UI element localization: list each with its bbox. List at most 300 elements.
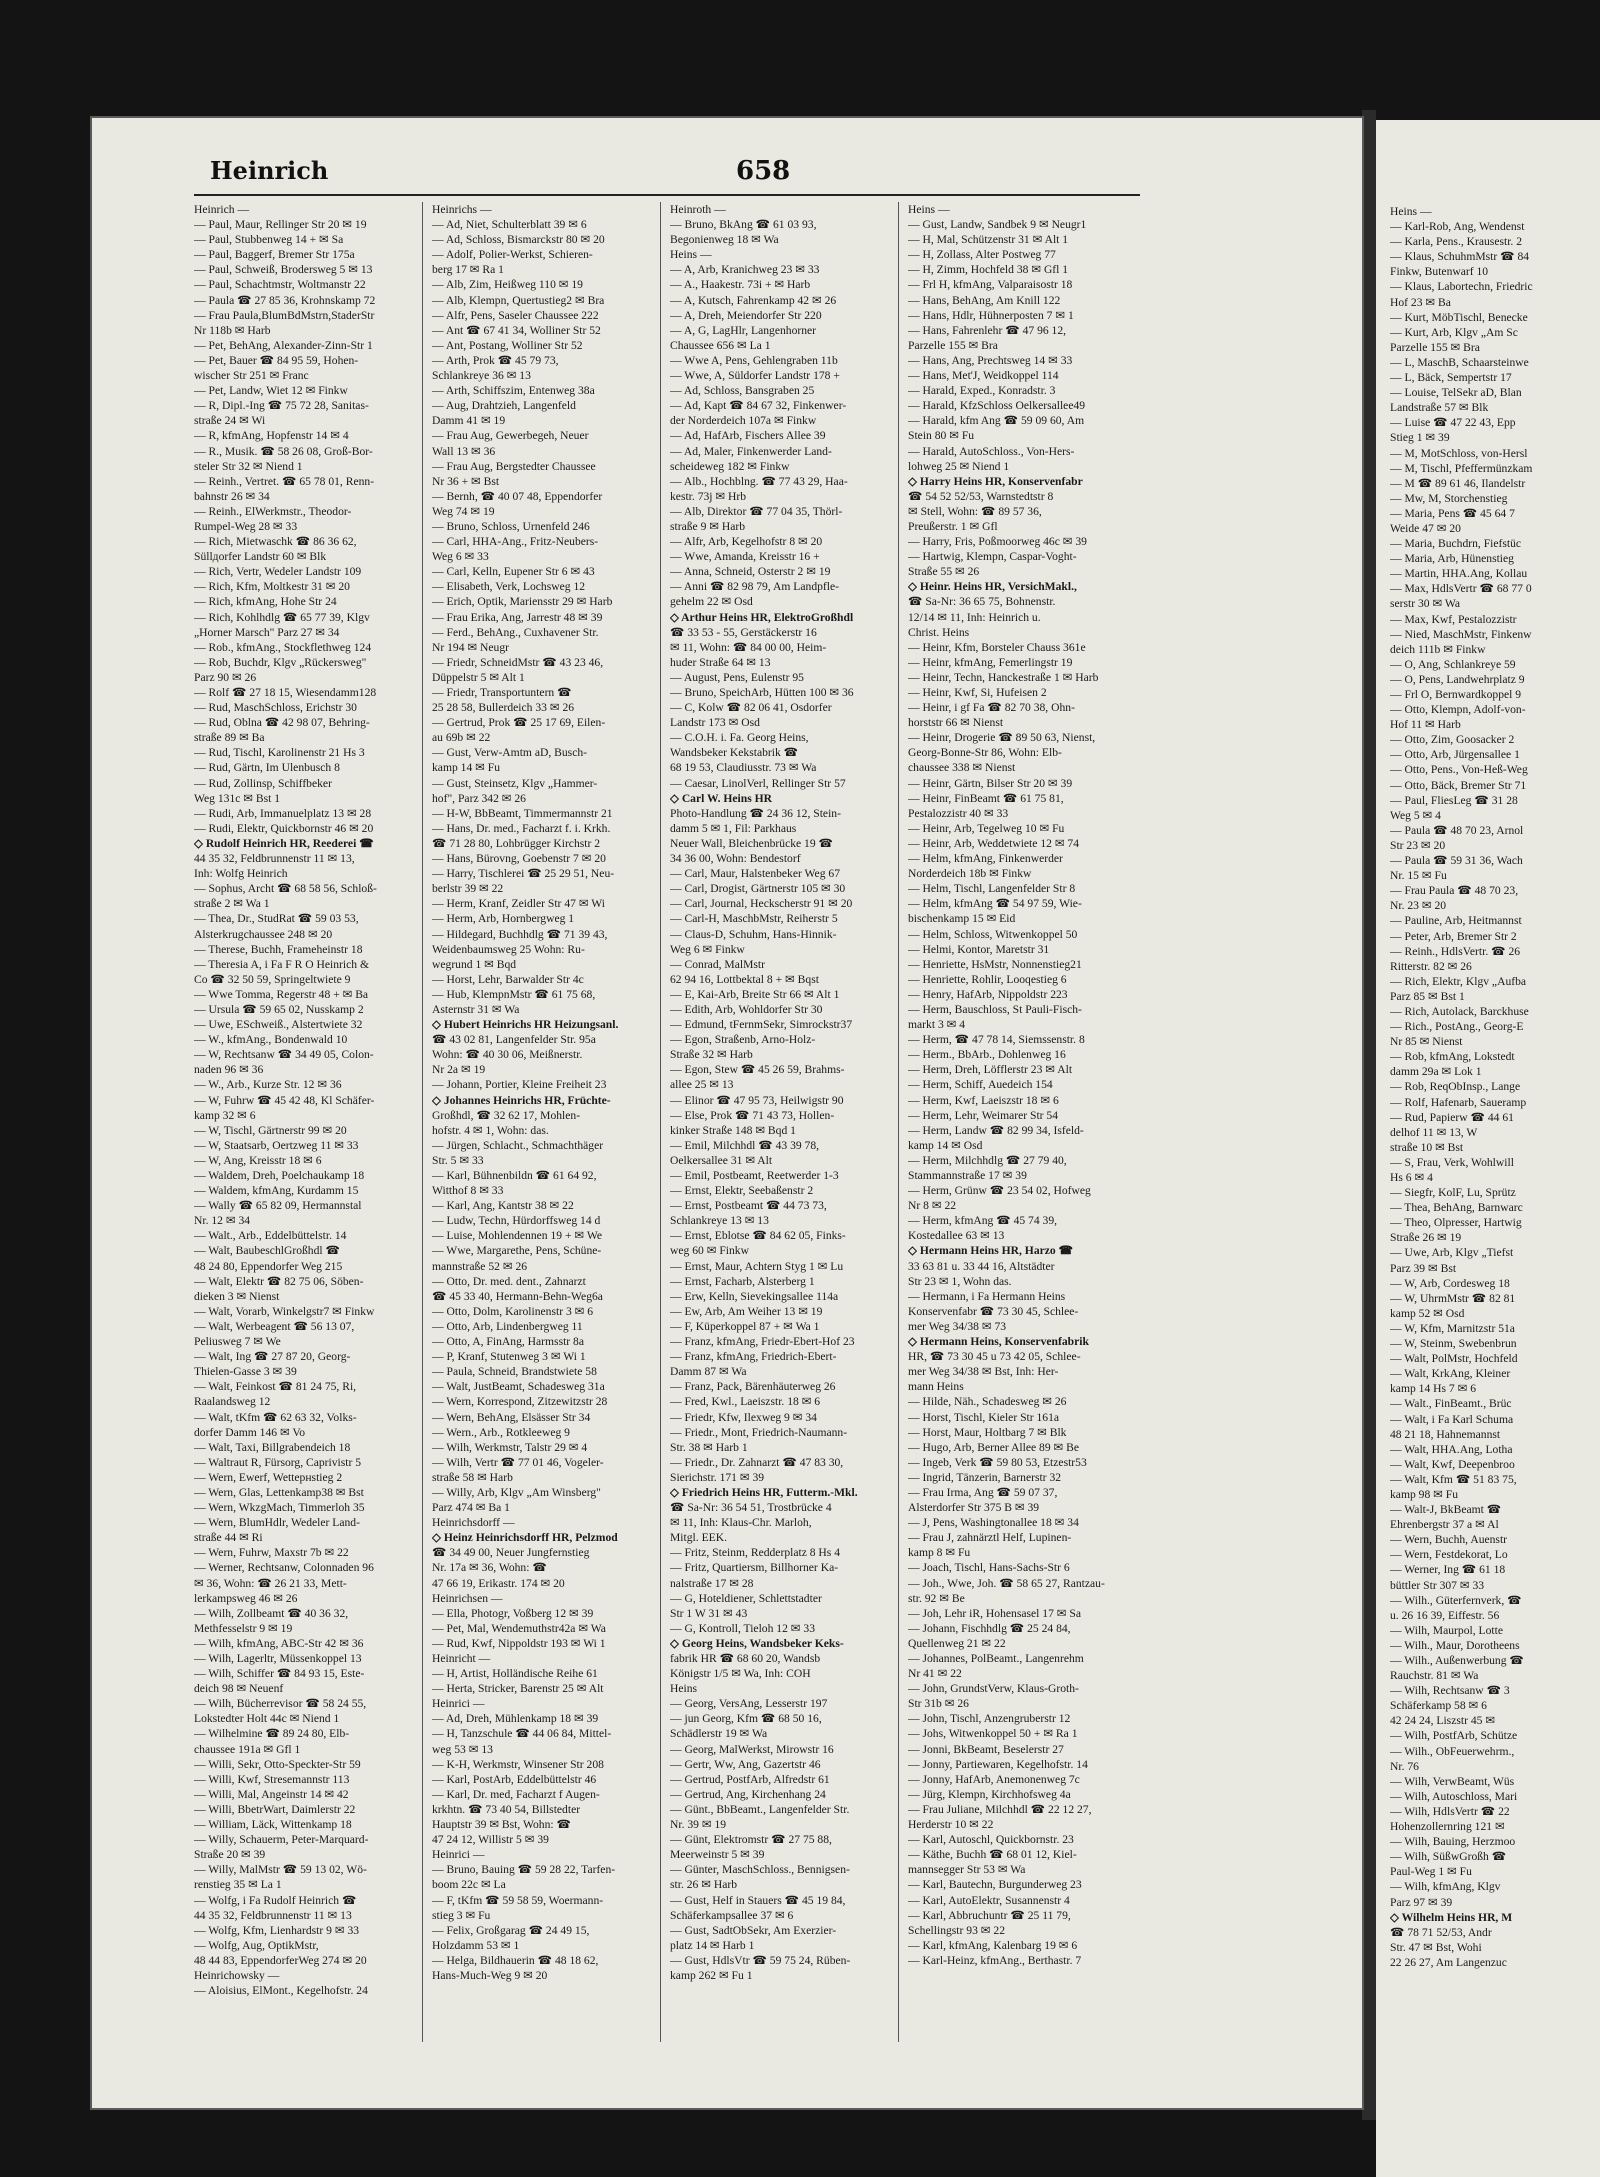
- directory-entry: — Gust, HdlsVtr ☎ 59 75 24, Rüben-: [670, 1953, 851, 1967]
- directory-entry: Schäferkamp 58 ✉ 6: [1390, 1699, 1487, 1713]
- directory-entry: — Paula ☎ 59 31 36, Wach: [1390, 854, 1523, 868]
- directory-entry: serstr 30 ✉ Wa: [1390, 597, 1461, 611]
- directory-entry: — Paul, FliesLeg ☎ 31 28: [1390, 793, 1518, 807]
- directory-entry: Wohn: ☎ 40 30 06, Meißnerstr.: [432, 1048, 583, 1062]
- directory-entry: — Harald, Exped., Konradstr. 3: [908, 384, 1056, 398]
- directory-entry: Schlankreye 36 ✉ 13: [432, 369, 531, 383]
- directory-entry: Inh: Wolfg Heinrich: [194, 867, 288, 881]
- directory-entry: — Wern, Glas, Lettenkamp38 ✉ Bst: [194, 1485, 364, 1499]
- directory-entry: — Frau Paula,BlumBdMstrn,StaderStr: [194, 308, 375, 322]
- directory-entry: deich 111b ✉ Finkw: [1390, 642, 1486, 656]
- directory-entry: — Herm, Bauschloss, St Pauli-Fisch-: [908, 1002, 1082, 1016]
- directory-entry: Mitgl. EEK.: [670, 1531, 728, 1545]
- directory-entry: — Horst, Tischl, Kieler Str 161a: [908, 1410, 1060, 1424]
- directory-entry: Holzdamm 53 ✉ 1: [432, 1938, 520, 1952]
- directory-entry: Oelkersallee 31 ✉ Alt: [670, 1153, 773, 1167]
- directory-entry: — Adolf, Polier-Werkst, Schieren-: [432, 248, 593, 262]
- page-header: [92, 148, 1362, 192]
- directory-entry: — Theresia A, i Fa F R O Heinrich &: [194, 957, 369, 971]
- directory-entry: ☎ 54 52 52/53, Warnstedtstr 8: [908, 489, 1054, 503]
- directory-entry: — Wern, BehAng, Elsässer Str 34: [432, 1410, 591, 1424]
- directory-entry: — Ingeb, Verk ☎ 59 80 53, Etzestr53: [908, 1455, 1087, 1469]
- directory-entry: Heins —: [670, 248, 712, 262]
- directory-entry: — Herm, Milchhdlg ☎ 27 79 40,: [908, 1153, 1067, 1167]
- page-number: 658: [736, 156, 791, 186]
- directory-entry: — Wilh., Maur, Dorotheens: [1390, 1638, 1520, 1652]
- directory-entry: — Karl, PostArb, Eddelbüttelstr 46: [432, 1772, 597, 1786]
- directory-entry: — Rob, ReqObInsp., Lange: [1390, 1080, 1521, 1094]
- directory-entry: — Wern, BlumHdlr, Wedeler Land-: [194, 1516, 360, 1530]
- directory-entry: — Theo, Olpresser, Hartwig: [1390, 1216, 1522, 1230]
- directory-entry: Hans-Much-Weg 9 ✉ 20: [432, 1968, 548, 1982]
- directory-entry: — Egon, Straßenb, Arno-Holz-: [670, 1033, 816, 1047]
- directory-entry: straße 2 ✉ Wa 1: [194, 897, 270, 911]
- directory-entry: — Walt, Ing ☎ 27 87 20, Georg-: [194, 1350, 351, 1364]
- directory-entry: — Karl-Rob, Ang, Wendenst: [1390, 220, 1525, 234]
- directory-entry: ◇ Harry Heins HR, Konservenfabr: [908, 474, 1083, 488]
- directory-entry: — Johs, Witwenkoppel 50 + ✉ Ra 1: [908, 1727, 1078, 1741]
- directory-entry: — Jürgen, Schlacht., Schmachthäger: [432, 1138, 604, 1152]
- directory-entry: — Ernst, Postbeamt ☎ 44 73 73,: [670, 1199, 827, 1213]
- directory-entry: — Walt, BaubeschlGroßhdl ☎: [194, 1244, 340, 1258]
- directory-entry: ☎ 78 71 52/53, Andr: [1390, 1925, 1492, 1939]
- directory-entry: Schäferkampsallee 37 ✉ 6: [670, 1908, 794, 1922]
- directory-entry: ◇ Arthur Heins HR, ElektroGroßhdl: [670, 610, 854, 624]
- directory-entry: — Rich, Kohlhdlg ☎ 65 77 39, Klgv: [194, 610, 370, 624]
- directory-entry: — Johann, Fischhdlg ☎ 25 24 84,: [908, 1621, 1071, 1635]
- running-head: Heinrich: [210, 156, 329, 185]
- directory-entry: — Hans, Bürovng, Goebenstr 7 ✉ 20: [432, 852, 606, 866]
- directory-entry: 44 35 32, Feldbrunnenstr 11 ✉ 13,: [194, 852, 355, 866]
- directory-entry: — Herm, Grünw ☎ 23 54 02, Hofweg: [908, 1184, 1091, 1198]
- directory-entry: — Klaus, Labortechn, Friedric: [1390, 280, 1533, 294]
- directory-entry: — Henriette, Rohlir, Looqestieg 6: [908, 972, 1067, 986]
- directory-entry: — R., Musik. ☎ 58 26 08, Groß-Bor-: [194, 444, 373, 458]
- directory-entry: — Walt, Kfm ☎ 51 83 75,: [1390, 1472, 1517, 1486]
- directory-entry: — Ad, Dreh, Mühlenkamp 18 ✉ 39: [432, 1712, 599, 1726]
- directory-entry: chaussee 338 ✉ Nienst: [908, 761, 1016, 775]
- directory-entry: — Erw, Kelln, Sievekingsallee 114a: [670, 1289, 839, 1303]
- directory-entry: — Rud, Papierw ☎ 44 61: [1390, 1110, 1514, 1124]
- directory-entry: kamp 262 ✉ Fu 1: [670, 1968, 753, 1982]
- directory-entry: — Jonni, BkBeamt, Beselerstr 27: [908, 1742, 1064, 1756]
- directory-entry: ◇ Rudolf Heinrich HR, Reederei ☎: [194, 836, 374, 850]
- directory-entry: — Walt, JustBeamt, Schadesweg 31a: [432, 1380, 605, 1394]
- directory-entry: — M, Tischl, Pfeffermünzkam: [1390, 461, 1533, 475]
- directory-entry: — Heinr, FinBeamt ☎ 61 75 81,: [908, 791, 1064, 805]
- directory-entry: — Willi, Kwf, Stresemannstr 113: [194, 1772, 350, 1786]
- directory-entry: — Gust, SadtObSekr, Am Exerzier-: [670, 1923, 837, 1937]
- directory-entry: Nr. 12 ✉ 34: [194, 1214, 251, 1228]
- directory-entry: — Wolfg, Aug, OptikMstr,: [194, 1938, 319, 1952]
- directory-entry: weg 53 ✉ 13: [432, 1742, 493, 1756]
- directory-entry: — Wilhelmine ☎ 89 24 80, Elb-: [194, 1727, 350, 1741]
- directory-entry: — Wwe A, Pens, Gehlengraben 11b: [670, 353, 838, 367]
- directory-entry: — Ad, Schloss, Bismarckstr 80 ✉ 20: [432, 233, 605, 247]
- directory-entry: chaussee 191a ✉ Gfl 1: [194, 1742, 301, 1756]
- directory-entry: — Henriette, HsMstr, Nonnenstieg21: [908, 957, 1082, 971]
- directory-entry: scheideweg 182 ✉ Finkw: [670, 459, 790, 473]
- directory-entry: Nr. 23 ✉ 20: [1390, 899, 1447, 913]
- directory-entry: — Helm, Schloss, Witwenkoppel 50: [908, 927, 1078, 941]
- directory-entry: — Johannes, PolBeamt., Langenrehm: [908, 1652, 1084, 1665]
- directory-entry: — Wilh., Außenwerbung ☎: [1390, 1654, 1524, 1667]
- directory-entry: — August, Pens, Eulenstr 95: [670, 670, 804, 684]
- directory-entry: — Otto, Dolm, Karolinenstr 3 ✉ 6: [432, 1304, 594, 1318]
- directory-entry: — Arth, Schiffszim, Entenweg 38a: [432, 384, 595, 398]
- directory-entry: Hauptstr 39 ✉ Bst, Wohn: ☎: [432, 1818, 571, 1832]
- directory-entry: — Ad, Niet, Schulterblatt 39 ✉ 6: [432, 218, 587, 232]
- directory-entry: — Karl, AutoElektr, Susannenstr 4: [908, 1893, 1070, 1907]
- directory-entry: — Wilh, Autoschloss, Mari: [1390, 1789, 1518, 1803]
- directory-entry: Peliusweg 7 ✉ We: [194, 1335, 281, 1349]
- directory-entry: — Wern, Ewerf, Wettернstieg 2: [194, 1470, 343, 1484]
- directory-entry: — Friedr., Dr. Zahnarzt ☎ 47 83 30,: [670, 1455, 844, 1469]
- directory-entry: — Pet, BehAng, Alexander-Zinn-Str 1: [194, 338, 373, 352]
- directory-entry: Begonienweg 18 ✉ Wa: [670, 233, 779, 247]
- directory-entry: — Frl H, kfmAng, Valparaisostr 18: [908, 278, 1073, 292]
- directory-entry: — Werner, Ing ☎ 61 18: [1390, 1563, 1506, 1577]
- directory-entry: str. 26 ✉ Harb: [670, 1878, 738, 1892]
- directory-entry: — R, Dipl.-Ing ☎ 75 72 28, Sanitas-: [194, 399, 369, 413]
- directory-entry: — Thea, BehAng, Barnwarc: [1390, 1201, 1523, 1215]
- directory-entry: — Reinh., ElWerkmstr., Theodor-: [194, 504, 352, 518]
- directory-entry: — Helm, Tischl, Langenfelder Str 8: [908, 882, 1076, 896]
- directory-entry: — Ernst, Facharb, Alsterberg 1: [670, 1274, 815, 1288]
- directory-entry: — Wilh, Bücherrevisor ☎ 58 24 55,: [194, 1697, 367, 1711]
- directory-entry: ◇ Hubert Heinrichs HR Heizungsanl.: [432, 1018, 619, 1032]
- directory-entry: Pestalozzistr 40 ✉ 33: [908, 806, 1009, 820]
- directory-entry: bahnstr 26 ✉ 34: [194, 489, 270, 503]
- directory-entry: Rauchstr. 81 ✉ Wa: [1390, 1669, 1479, 1683]
- directory-entry: — Maria, Pens ☎ 45 64 7: [1390, 506, 1515, 520]
- directory-entry: 22 26 27, Am Langenzuc: [1390, 1955, 1507, 1969]
- directory-entry: wegrund 1 ✉ Bqd: [432, 957, 517, 971]
- directory-entry: kamp 32 ✉ 6: [194, 1108, 256, 1122]
- directory-entry: Weg 6 ✉ Finkw: [670, 942, 745, 956]
- directory-entry: — G, Hoteldiener, Schlettstadter: [670, 1591, 822, 1605]
- directory-entry: — Pet, Bauer ☎ 84 95 59, Hohen-: [194, 353, 359, 367]
- directory-entry: lohweg 25 ✉ Niend 1: [908, 459, 1010, 473]
- directory-entry: — Bruno, Schloss, Urnenfeld 246: [432, 519, 590, 533]
- directory-entry: — Wern., Arb., Rotkleeweg 9: [432, 1425, 570, 1439]
- directory-entry: Paul-Weg 1 ✉ Fu: [1390, 1865, 1472, 1879]
- directory-entry: — Ernst, Eblotse ☎ 84 62 05, Finks-: [670, 1229, 846, 1243]
- directory-entry: — W, Steinm, Swebenbrun: [1390, 1337, 1517, 1351]
- directory-entry: — Frau J, zahnärztl Helf, Lupinen-: [908, 1531, 1072, 1545]
- directory-entry: Nr 36 + ✉ Bst: [432, 474, 500, 488]
- directory-entry: — P, Kranf, Stutenweg 3 ✉ Wi 1: [432, 1350, 586, 1364]
- directory-entry: — Rolf ☎ 27 18 15, Wiesendamm128: [194, 686, 377, 699]
- directory-entry: — Wern, Fuhrw, Maxstr 7b ✉ 22: [194, 1546, 349, 1560]
- directory-entry: ✉ 11, Inh: Klaus-Chr. Marloh,: [670, 1516, 812, 1530]
- directory-entry: — Wwe Tomma, Regerstr 48 + ✉ Ba: [194, 987, 369, 1001]
- directory-entry: ◇ Hermann Heins HR, Harzo ☎: [908, 1244, 1074, 1258]
- directory-entry: Photo-Handlung ☎ 24 36 12, Stein-: [670, 806, 841, 820]
- directory-entry: — Carl, Journal, Heckscherstr 91 ✉ 20: [670, 897, 853, 911]
- directory-entry: 25 28 58, Bullerdeich 33 ✉ 26: [432, 701, 575, 715]
- directory-entry: — Otto, Klempn, Adolf-von-: [1390, 703, 1526, 717]
- directory-entry: krkhtn. ☎ 73 40 54, Billstedter: [432, 1802, 581, 1816]
- directory-entry: — Heinr, Kfm, Borsteler Chauss 361e: [908, 640, 1086, 654]
- directory-entry: — John, Tischl, Anzengruberstr 12: [908, 1712, 1071, 1726]
- directory-entry: — Friedr, SchneidMstr ☎ 43 23 46,: [432, 655, 604, 669]
- directory-entry: — Otto, Zim, Goosacker 2: [1390, 733, 1515, 747]
- directory-entry: 12/14 ✉ 11, Inh: Heinrich u.: [908, 610, 1041, 624]
- directory-entry: — O, Ang, Schlankreye 59: [1390, 657, 1516, 671]
- directory-entry: — Kurt, Arb, Klgv „Am Sc: [1390, 325, 1518, 339]
- directory-entry: straße 10 ✉ Bst: [1390, 1140, 1464, 1154]
- directory-entry: Landstraße 57 ✉ Blk: [1390, 401, 1489, 415]
- directory-entry: — Heinr, i gf Fa ☎ 82 70 38, Ohn-: [908, 701, 1075, 715]
- directory-entry: — F, tKfm ☎ 59 58 59, Woermann-: [432, 1893, 604, 1907]
- directory-entry: allee 25 ✉ 13: [670, 1078, 734, 1092]
- directory-entry: — Walt., Arb., Eddelbüttelstr. 14: [194, 1229, 347, 1243]
- directory-entry: — Ad, Kapt ☎ 84 67 32, Finkenwer-: [670, 399, 847, 413]
- directory-entry: — Paula ☎ 27 85 36, Krohnskamp 72: [194, 293, 376, 307]
- directory-entry: — Herm, Schiff, Auedeich 154: [908, 1078, 1053, 1092]
- directory-entry: Landstr 173 ✉ Osd: [670, 716, 760, 730]
- directory-entry: delhof 11 ✉ 13, W: [1390, 1125, 1478, 1139]
- directory-entry: mer Weg 34/38 ✉ 73: [908, 1319, 1007, 1333]
- directory-entry: — Georg, MalWerkst, Mirowstr 16: [670, 1742, 834, 1756]
- directory-entry: Herderstr 10 ✉ 22: [908, 1818, 994, 1832]
- directory-entry: 48 24 80, Eppendorfer Weg 215: [194, 1259, 343, 1273]
- directory-entry: Alsterdorfer Str 375 B ✉ 39: [908, 1501, 1040, 1515]
- directory-entry: berlstr 39 ✉ 22: [432, 882, 504, 896]
- directory-entry: — K-H, Werkmstr, Winsener Str 208: [432, 1757, 604, 1771]
- directory-entry: Wandsbeker Kekstabrik ☎: [670, 746, 799, 760]
- directory-entry: Nr. 17a ✉ 36, Wohn: ☎: [432, 1561, 547, 1575]
- directory-entry: — Harald, KfzSchloss Oelkersallee49: [908, 399, 1086, 413]
- directory-entry: — Pet, Landw, Wiet 12 ✉ Finkw: [194, 384, 348, 398]
- directory-entry: — Rudi, Elektr, Quickbornstr 46 ✉ 20: [194, 821, 374, 835]
- directory-entry: — Martin, HHA.Ang, Kollau: [1390, 567, 1528, 581]
- directory-entry: — Frau Aug, Gewerbegeh, Neuer: [432, 429, 589, 443]
- directory-entry: — Otto, A, FinAng, Harmsstr 8a: [432, 1335, 585, 1349]
- directory-entry: Schlankreye 13 ✉ 13: [670, 1214, 769, 1228]
- directory-entry: — Walt, KrkAng, Kleiner: [1390, 1367, 1511, 1381]
- directory-entry: — Heinr, Kwf, Si, Hufeisen 2: [908, 686, 1047, 699]
- directory-entry: — Walt, Werbeagent ☎ 56 13 07,: [194, 1319, 355, 1333]
- directory-entry: — Frau Juliane, Milchhdl ☎ 22 12 27,: [908, 1802, 1092, 1816]
- directory-entry: — Anni ☎ 82 98 79, Am Landpfle-: [670, 580, 840, 594]
- directory-entry: — C.O.H. i. Fa. Georg Heins,: [670, 731, 809, 745]
- directory-entry: Str 23 ✉ 1, Wohn das.: [908, 1274, 1012, 1288]
- directory-entry: — Wilh, kfmAng, ABC-Str 42 ✉ 36: [194, 1636, 364, 1650]
- directory-entry: — Emil, Milchhdl ☎ 43 39 78,: [670, 1138, 820, 1152]
- directory-entry: — Aug, Drahtzieh, Langenfeld: [432, 399, 576, 413]
- directory-entry: — Herm, Kwf, Laeiszstr 18 ✉ 6: [908, 1093, 1059, 1107]
- directory-entry: Heinrich —: [194, 203, 250, 216]
- directory-entry: Ritterstr. 82 ✉ 26: [1390, 959, 1472, 973]
- directory-entry: — A, G, LagHlr, Langenhorner: [670, 323, 817, 337]
- directory-entry: Norderdeich 18b ✉ Finkw: [908, 867, 1032, 881]
- directory-entry: Hohenzollernring 121 ✉: [1390, 1820, 1505, 1834]
- directory-entry: ◇ Wilhelm Heins HR, M: [1390, 1910, 1513, 1924]
- directory-entry: ☎ 34 49 00, Neuer Jungfernstieg: [432, 1546, 590, 1560]
- directory-entry: — Peter, Arb, Bremer Str 2: [1390, 929, 1517, 943]
- directory-entry: — Alfr, Arb, Kegelhofstr 8 ✉ 20: [670, 535, 823, 549]
- directory-entry: — Horst, Maur, Holtbarg 7 ✉ Blk: [908, 1425, 1067, 1439]
- directory-entry: — Harald, AutoSchloss., Von-Hers-: [908, 444, 1075, 458]
- directory-entry: — Edmund, tFernmSekr, Simrockstr37: [670, 1018, 853, 1032]
- directory-entry: — Herm, Dreh, Löfflerstr 23 ✉ Alt: [908, 1063, 1073, 1077]
- directory-entry: — Jonny, Partiewaren, Kegelhofstr. 14: [908, 1757, 1088, 1771]
- directory-entry: Weg 74 ✉ 19: [432, 504, 495, 518]
- directory-entry: — Hilde, Näh., Schadesweg ✉ 26: [908, 1395, 1067, 1409]
- directory-entry: — Claus-D, Schuhm, Hans-Hinnik-: [670, 927, 837, 941]
- directory-entry: Parz 474 ✉ Ba 1: [432, 1501, 510, 1515]
- directory-entry: — Carl, Maur, Halstenbeker Weg 67: [670, 867, 840, 881]
- directory-entry: Preußerstr. 1 ✉ Gfl: [908, 519, 998, 533]
- directory-entry: — Maria, Buchdrn, Fiefstüc: [1390, 537, 1522, 551]
- directory-entry: Parz 97 ✉ 39: [1390, 1895, 1453, 1909]
- directory-entry: — Ad, HafArb, Fischers Allee 39: [670, 429, 826, 443]
- directory-entry: — Heinr, Arb, Tegelweg 10 ✉ Fu: [908, 821, 1065, 835]
- directory-entry: — Caesar, LinolVerl, Rellinger Str 57: [670, 776, 846, 790]
- directory-entry: horststr 66 ✉ Nienst: [908, 716, 1004, 730]
- directory-entry: — Alfr, Pens, Saseler Chaussee 222: [432, 308, 599, 322]
- directory-entry: — Wern, WkzgMach, Timmerloh 35: [194, 1501, 365, 1515]
- directory-entry: — Alb, Klempn, Quertustieg2 ✉ Bra: [432, 293, 605, 307]
- directory-entry: damm 29a ✉ Lok 1: [1390, 1065, 1482, 1079]
- directory-entry: fabrik HR ☎ 68 60 20, Wandsb: [670, 1652, 821, 1665]
- directory-entry: — Rud, Gärtn, Im Ulenbusch 8: [194, 761, 340, 775]
- directory-entry: — Max, HdlsVertr ☎ 68 77 0: [1390, 582, 1532, 596]
- directory-entry: mer Weg 34/38 ✉ Bst, Inh: Her-: [908, 1365, 1059, 1379]
- directory-entry: — Rud, Kwf, Nippoldstr 193 ✉ Wi 1: [432, 1636, 606, 1650]
- directory-entry: mannsegger Str 53 ✉ Wa: [908, 1863, 1026, 1877]
- directory-entry: — Frau Paula ☎ 48 70 23,: [1390, 884, 1519, 898]
- directory-entry: — R, kfmAng, Hopfenstr 14 ✉ 4: [194, 429, 349, 443]
- directory-entry: Großhdl, ☎ 32 62 17, Mohlen-: [432, 1108, 581, 1122]
- directory-entry: — Wilh, SüßwGroßh ☎: [1390, 1850, 1507, 1864]
- directory-entry: — Heinr, kfmAng, Femerlingstr 19: [908, 655, 1073, 669]
- directory-entry: — Emil, Postbeamt, Reetwerder 1-3: [670, 1169, 839, 1182]
- directory-entry: — Walt, Elektr ☎ 82 75 06, Söben-: [194, 1274, 364, 1288]
- directory-entry: — Ant, Postang, Wolliner Str 52: [432, 338, 583, 352]
- directory-entry: — Paula ☎ 48 70 23, Arnol: [1390, 823, 1524, 837]
- directory-entry: — F, Küperkoppel 87 + ✉ Wa 1: [670, 1319, 820, 1333]
- directory-entry: Nr 41 ✉ 22: [908, 1667, 962, 1681]
- directory-entry: Parz 39 ✉ Bst: [1390, 1261, 1457, 1275]
- directory-entry: nalstraße 17 ✉ 28: [670, 1576, 754, 1590]
- directory-entry: — Hans, Dr. med., Facharzt f. i. Krkh.: [432, 821, 611, 835]
- directory-entry: — Karl-Heinz, kfmAng., Berthastr. 7: [908, 1953, 1082, 1967]
- directory-entry: — S, Frau, Verk, Wohlwill: [1390, 1155, 1514, 1169]
- directory-entry: — Rob, Buchdr, Klgv „Rückersweg": [194, 655, 367, 669]
- directory-entry: — Therese, Buchh, Frameheinstr 18: [194, 942, 363, 956]
- directory-entry: — Fritz, Steinm, Redderplatz 8 Hs 4: [670, 1546, 841, 1560]
- directory-entry: Hs 6 ✉ 4: [1390, 1171, 1433, 1184]
- directory-entry: Königstr 1/5 ✉ Wa, Inh: COH: [670, 1667, 811, 1681]
- directory-entry: Damm 41 ✉ 19: [432, 414, 506, 428]
- directory-entry: — Walt., FinBeamt., Brüc: [1390, 1397, 1512, 1411]
- directory-entry: — Helmi, Kontor, Maretstr 31: [908, 942, 1050, 956]
- directory-entry: Düppelstr 5 ✉ Alt 1: [432, 670, 525, 684]
- directory-entry: — Werner, Rechtsanw, Colonnaden 96: [194, 1561, 374, 1575]
- directory-entry: 62 94 16, Lottbektal 8 + ✉ Bqst: [670, 972, 819, 986]
- directory-entry: — M, MotSchloss, von-Hersl: [1390, 446, 1528, 460]
- directory-entry: — Jonny, HafArb, Anemonenweg 7c: [908, 1772, 1080, 1786]
- directory-entry: — Joh, Lehr iR, Hohensasel 17 ✉ Sa: [908, 1606, 1081, 1620]
- directory-entry: — Hans, Fahrenlehr ☎ 47 96 12,: [908, 323, 1067, 337]
- directory-entry: — Hildegard, Buchhdlg ☎ 71 39 43,: [432, 927, 608, 941]
- directory-entry: ☎ 45 33 40, Hermann-Behn-Weg6a: [432, 1289, 603, 1303]
- directory-entry: — Thea, Dr., StudRat ☎ 59 03 53,: [194, 912, 359, 926]
- directory-entry: Quellenweg 21 ✉ 22: [908, 1636, 1006, 1650]
- directory-entry: — Willy, Arb, Klgv „Am Winsberg": [432, 1485, 601, 1499]
- directory-column-4: [908, 202, 1176, 2092]
- directory-entry: — Rich, Autolack, Barckhuse: [1390, 1004, 1529, 1018]
- directory-entry: Meerweinstr 5 ✉ 39: [670, 1848, 765, 1862]
- directory-entry: Asternstr 31 ✉ Wa: [432, 1002, 520, 1016]
- directory-entry: — Herm, Arb, Hornbergweg 1: [432, 912, 575, 926]
- directory-entry: — Herm, Kranf, Zeidler Str 47 ✉ Wi: [432, 897, 605, 911]
- directory-entry: — Frau Erika, Ang, Jarrestr 48 ✉ 39: [432, 610, 603, 624]
- directory-entry: ✉ Stell, Wohn: ☎ 89 57 36,: [908, 504, 1042, 518]
- directory-entry: deich 98 ✉ Neuenf: [194, 1682, 284, 1696]
- column-divider: [660, 202, 661, 2042]
- directory-entry: — Otto, Arb, Jürgensallee 1: [1390, 748, 1520, 762]
- directory-entry: kamp 14 Hs 7 ✉ 6: [1390, 1382, 1477, 1396]
- directory-entry: Chaussee 656 ✉ La 1: [670, 338, 771, 352]
- directory-entry: — Reinh., Vertret. ☎ 65 78 01, Renn-: [194, 474, 375, 488]
- directory-entry: — Erich, Optik, Mariensstr 29 ✉ Harb: [432, 595, 613, 609]
- directory-entry: — Otto, Pens., Von-Heß-Weg: [1390, 763, 1528, 777]
- directory-entry: — Karl, Bautechn, Burgunderweg 23: [908, 1878, 1082, 1892]
- directory-entry: — Frau Aug, Bergstedter Chaussee: [432, 459, 596, 473]
- directory-entry: — Rudi, Arb, Immanuelplatz 13 ✉ 28: [194, 806, 372, 820]
- directory-entry: Nr 8 ✉ 22: [908, 1199, 957, 1213]
- directory-entry: „Horner Marsch" Parz 27 ✉ 34: [194, 625, 340, 639]
- directory-entry: 33 63 81 u. 33 44 16, Altstädter: [908, 1259, 1055, 1273]
- directory-entry: — Sophus, Archt ☎ 68 58 56, Schloß-: [194, 882, 377, 896]
- directory-entry: Süllдorfer Landstr 60 ✉ Blk: [194, 550, 327, 564]
- directory-entry: str. 92 ✉ Be: [908, 1591, 965, 1605]
- directory-entry: — Wilh, Vertr ☎ 77 01 46, Vogeler-: [432, 1455, 604, 1469]
- directory-entry: — Karl, Autoschl, Quickbornstr. 23: [908, 1833, 1074, 1847]
- directory-entry: — Herm, kfmAng ☎ 45 74 39,: [908, 1214, 1058, 1228]
- directory-entry: — Ella, Photogr, Voßberg 12 ✉ 39: [432, 1606, 594, 1620]
- directory-entry: — A., Haakestr. 73i + ✉ Harb: [670, 278, 811, 292]
- directory-entry: Str. 38 ✉ Harb 1: [670, 1440, 748, 1454]
- directory-entry: — Bruno, BkAng ☎ 61 03 93,: [670, 218, 817, 232]
- directory-entry: — Wilh, Zollbeamt ☎ 40 36 32,: [194, 1606, 349, 1620]
- directory-entry: ◇ Heinr. Heins HR, VersichMakl.,: [908, 580, 1077, 594]
- directory-entry: — H, Zimm, Hochfeld 38 ✉ Gfl 1: [908, 263, 1069, 277]
- directory-entry: — Rud, Oblna ☎ 42 98 07, Behring-: [194, 716, 370, 730]
- directory-entry: — Heinr, Gärtn, Bilser Str 20 ✉ 39: [908, 776, 1073, 790]
- directory-entry: — Walt, i Fa Karl Schuma: [1390, 1412, 1514, 1426]
- directory-entry: — Helga, Bildhauerin ☎ 48 18 62,: [432, 1953, 599, 1967]
- directory-entry: — Wern, Buchh, Auenstr: [1390, 1533, 1508, 1547]
- directory-entry: — Paula, Schneid, Brandstwiete 58: [432, 1365, 597, 1379]
- directory-entry: berg 17 ✉ Ra 1: [432, 263, 504, 277]
- directory-entry: — Gust, Helf in Stauers ☎ 45 19 84,: [670, 1893, 846, 1907]
- directory-entry: — Walt, HHA.Ang, Lotha: [1390, 1442, 1513, 1456]
- directory-entry: — Ferd., BehAng., Cuxhavener Str.: [432, 625, 599, 639]
- directory-entry: — Bernh, ☎ 40 07 48, Eppendorfer: [432, 489, 603, 503]
- directory-entry: — Wern, Festdekorat, Lo: [1390, 1548, 1508, 1562]
- directory-entry: — Elinor ☎ 47 95 73, Heilwigstr 90: [670, 1093, 844, 1107]
- directory-entry: — Harry, Tischlerei ☎ 25 29 51, Neu-: [432, 867, 615, 881]
- directory-entry: — Edith, Arb, Wohldorfer Str 30: [670, 1002, 823, 1016]
- adjacent-page: [1376, 120, 1600, 2177]
- directory-entry: — Karl, Dr. med, Facharzt f Augen-: [432, 1787, 600, 1801]
- directory-entry: — Wilh, Maurpol, Lotte: [1390, 1623, 1503, 1637]
